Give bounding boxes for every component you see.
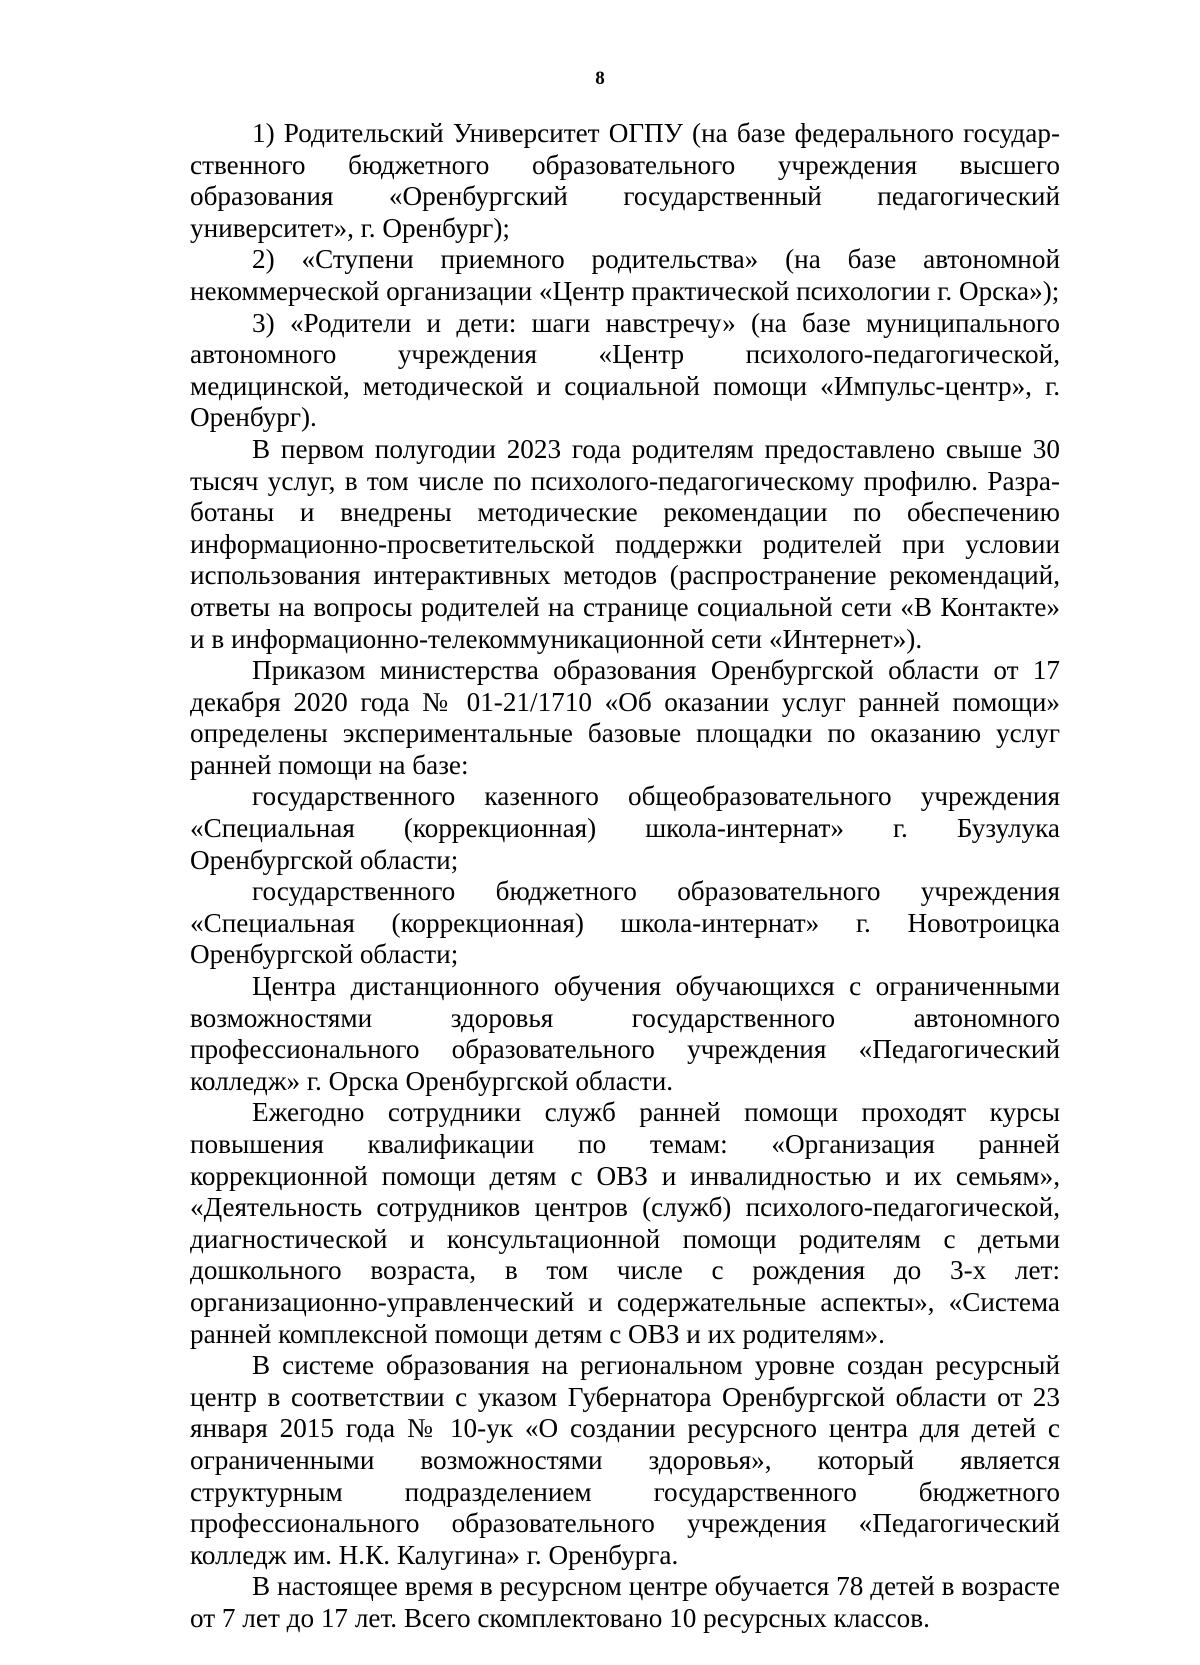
document-body [190,118,1060,1635]
paragraph-annual-courses: Ежегодно сотрудники служб ранней помощи проходят курсы повышения квалификации по темам: «Организация ранней коррекционной помощи детям с ОВЗ и инвалидностью и их семьям», «Деятельность сотрудников центров (служб) психолого-педагогической, диагностической и консультационной помощи родителям с детьми дошкольного возраста, в том числе с рождения до 3-х лет: организационно-управленческий и содержательные аспекты», «Система ранней комплексной помощи детям с ОВЗ и их родителям». [190,1097,1060,1349]
paragraph-buzuluk-school: государственного казенного общеобразовательного учреждения «Специальная (коррекционная) школа-интернат» г. Бузулука Оренбургской области; [190,781,1060,875]
paragraph-resource-center-students: В настоящее время в ресурсном центре обучается 78 детей в возрасте от 7 лет до 17 лет. Всего скомплектовано 10 ресурсных классов. [190,1571,1060,1633]
paragraph-list-item-2: 2) «Ступени приемного родительства» (на базе автономной некоммерческой организации «Центр практической психологии г. Орска»); [190,244,1060,306]
paragraph-distance-center: Центра дистанционного обучения обучающихся с ограниченными возможностями здоровья государственного автономного профессионального образовательного учреждения «Педагогический колледж» г. Орска Оренбургской области. [190,971,1060,1096]
paragraph-first-half-2023: В первом полугодии 2023 года родителям предоставлено свыше 30 тысяч услуг, в том числе по психолого-педагогическому профилю. Разработаны и внедрены методические рекомендации по обеспечению информационно-просветительской поддержки родителей при условии использования интерактивных методов (распространение рекомендаций, ответы на вопросы родителей на странице социальной сети «В Контакте» и в информационно-телекоммуникационной сети «Интернет»). [190,433,1060,654]
paragraph-list-item-1: 1) Родительский Университет ОГПУ (на базе федерального государственного бюджетного образовательного учреждения высшего образования «Оренбургский государственный педагогический университет», г. Оренбург); [190,118,1060,243]
paragraph-list-item-3: 3) «Родители и дети: шаги навстречу» (на базе муниципального автономного учреждения «Центр психолого-педагогической, медицинской, методической и социальной помощи «Импульс-центр», г. Оренбург). [190,307,1060,433]
paragraph-ministry-order: Приказом министерства образования Оренбургской области от 17 декабря 2020 года № 01-21/1710 «Об оказании услуг ранней помощи» определены экспериментальные базовые площадки по оказанию услуг ранней помощи на базе: [190,655,1060,780]
paragraph-novotroitsk-school: государственного бюджетного образовательного учреждения «Специальная (коррекционная) школа-интернат» г. Новотроицка Оренбургской области; [190,876,1060,970]
paragraph-resource-center: В системе образования на региональном уровне создан ресурсный центр в соответствии с указом Губернатора Оренбургской области от 23 января 2015 года № 10-ук «О создании ресурсного центра для детей с ограниченными возможностями здоровья», который является структурным подразделением государственного бюджетного профессионального образовательного учреждения «Педагогический колледж им. Н.К. Калугина» г. Оренбурга. [190,1350,1060,1570]
page-number: 8 [595,68,605,89]
